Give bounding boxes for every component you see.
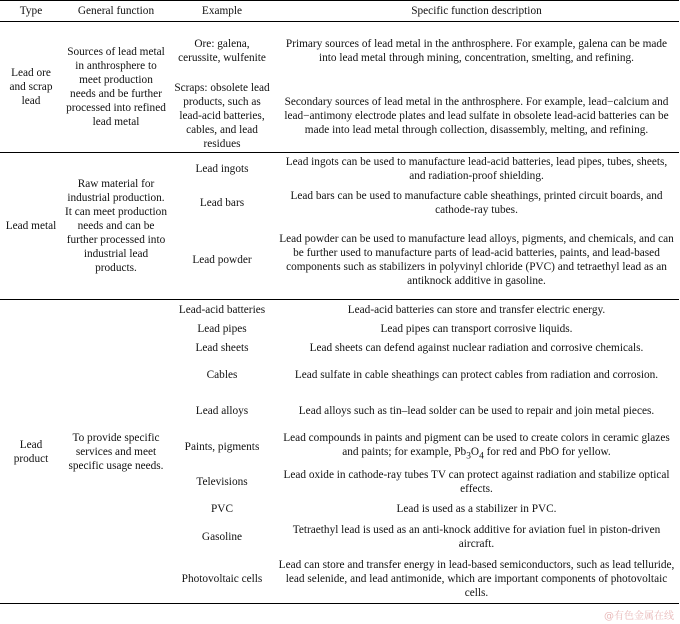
example-cell: Scraps: obsolete lead products, such as lead-acid batteries, cables, and lead residues bbox=[170, 80, 274, 153]
subscript-4: 4 bbox=[479, 451, 484, 462]
general-function-cell: To provide specific services and meet specific usage needs. bbox=[62, 300, 170, 604]
table-row bbox=[0, 153, 679, 186]
description-cell: Lead is used as a stabilizer in PVC. bbox=[396, 503, 557, 516]
header-type: Type bbox=[0, 1, 62, 22]
description-text: O bbox=[470, 446, 480, 458]
example-cell: Lead ingots bbox=[195, 163, 249, 175]
example-cell: Lead pipes bbox=[197, 322, 247, 335]
type-cell: Lead ore and scrap lead bbox=[0, 22, 62, 153]
example-cell: Gasoline bbox=[201, 531, 243, 544]
header-row bbox=[0, 1, 679, 22]
general-function-cell: Raw material for industrial production. It can meet production needs and can be further processed into industrial lead products. bbox=[62, 153, 170, 300]
example-cell: Cables bbox=[206, 369, 238, 381]
example-cell: Televisions bbox=[196, 476, 248, 489]
description-text: Lead compounds in paints and pigment can be used to create colors in ceramic glazes and paints; for example, Pb bbox=[283, 432, 670, 458]
description-cell: Secondary sources of lead metal in the anthrosphere. For example, lead−calcium and lead−antimony electrode plates and lead sulfate in obsolete lead-acid batteries can be made into lead metal through collection, disassembly, melting, and refining. bbox=[274, 80, 679, 153]
example-cell: Lead alloys bbox=[195, 405, 249, 417]
example-cell: Lead bars bbox=[199, 197, 245, 209]
example-cell: Ore: galena, cerussite, wulfenite bbox=[178, 38, 266, 64]
type-cell: Lead metal bbox=[0, 153, 62, 300]
example-cell: Photovoltaic cells bbox=[170, 555, 274, 604]
example-cell: Paints, pigments bbox=[184, 441, 260, 454]
description-cell: Tetraethyl lead is used as an anti-knock additive for aviation fuel in piston-driven aircraft. bbox=[292, 524, 661, 551]
description-cell: Lead alloys such as tin–lead solder can be used to repair and join metal pieces. bbox=[298, 405, 655, 417]
example-cell: Lead sheets bbox=[195, 341, 249, 354]
header-example: Example bbox=[170, 1, 274, 22]
table-row bbox=[0, 300, 679, 320]
general-function-cell: Sources of lead metal in anthrosphere to meet production needs and be further processed into refined lead metal bbox=[62, 22, 170, 153]
description-cell: Lead oxide in cathode-ray tubes TV can protect against radiation and stabilize optical effects. bbox=[283, 469, 670, 496]
description-cell: Lead powder can be used to manufacture lead alloys, pigments, and chemicals, and can be further used to manufacture parts of lead-acid batteries, paints, and lead-based components such as stabilizers in polyvinyl chloride (PVC) and tetraethyl lead as an antiknock additive in gasoline. bbox=[274, 221, 679, 300]
type-cell: Lead product bbox=[0, 300, 62, 604]
description-cell: Lead can store and transfer energy in lead-based semiconductors, such as lead telluride, lead selenide, and lead antimonide, which are important components of photovoltaic cells. bbox=[274, 555, 679, 604]
example-cell: PVC bbox=[211, 503, 233, 516]
example-cell: Lead powder bbox=[170, 221, 274, 300]
description-cell: Primary sources of lead metal in the anthrosphere. For example, galena can be made into lead metal through mining, concentration, smelting, and refining. bbox=[285, 38, 668, 64]
subscript-3: 3 bbox=[466, 451, 471, 462]
description-cell: Lead ingots can be used to manufacture lead-acid batteries, lead pipes, tubes, sheets, and radiation-proof shielding. bbox=[285, 156, 668, 182]
header-description: Specific function description bbox=[274, 1, 679, 22]
watermark: @有色金属在线 bbox=[604, 611, 674, 622]
description-cell: Lead sheets can defend against nuclear radiation and corrosive chemicals. bbox=[309, 341, 644, 354]
example-cell: Lead-acid batteries bbox=[178, 303, 266, 316]
description-cell bbox=[274, 429, 679, 465]
table-row bbox=[0, 22, 679, 81]
description-text: for red and PbO for yellow. bbox=[483, 446, 611, 458]
description-cell: Lead-acid batteries can store and transfer electric energy. bbox=[347, 303, 606, 316]
description-cell: Lead sulfate in cable sheathings can protect cables from radiation and corrosion. bbox=[294, 369, 659, 381]
description-cell: Lead bars can be used to manufacture cable sheathings, printed circuit boards, and cathode-ray tubes. bbox=[290, 190, 663, 216]
header-general-function: General function bbox=[62, 1, 170, 22]
description-cell: Lead pipes can transport corrosive liquids. bbox=[380, 322, 573, 335]
